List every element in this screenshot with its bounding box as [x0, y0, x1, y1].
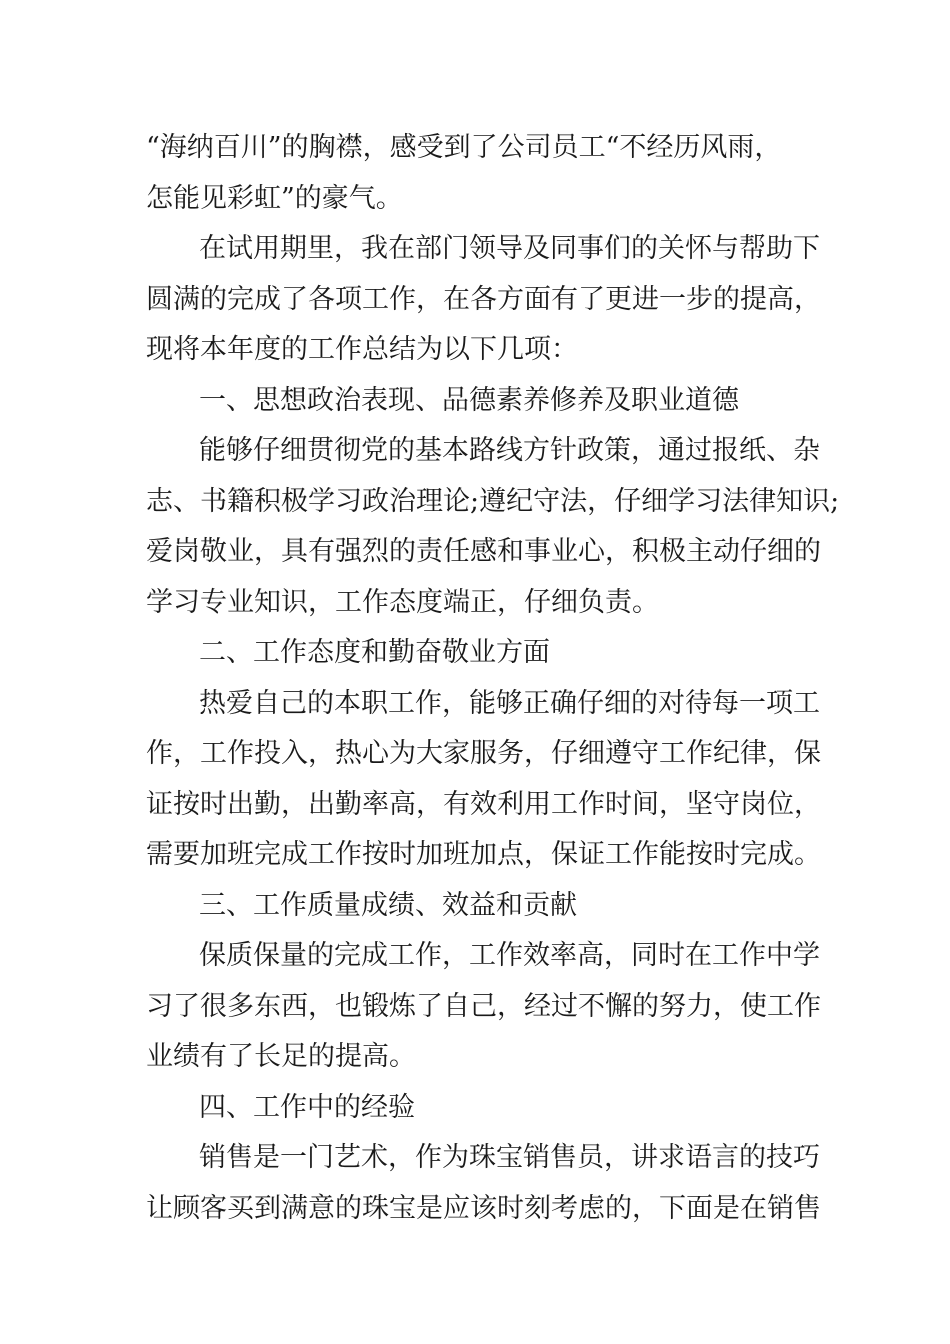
section-heading: 四、工作中的经验 — [199, 1091, 415, 1123]
text-line: 需要加班完成工作按时加班加点，保证工作能按时完成。 — [146, 839, 821, 870]
paragraph-start-line: 保质保量的完成工作，工作效率高，同时在工作中学 — [199, 940, 820, 971]
text-line: 志、书籍积极学习政治理论;遵纪守法，仔细学习法律知识; — [146, 485, 840, 517]
text-line: 作，工作投入，热心为大家服务，仔细遵守工作纪律，保 — [146, 738, 821, 769]
text-line: 爱岗敬业，具有强烈的责任感和事业心，积极主动仔细的 — [146, 536, 821, 567]
section-heading: 一、思想政治表现、品德素养修养及职业道德 — [199, 384, 739, 416]
paragraph-start-line: 在试用期里，我在部门领导及同事们的关怀与帮助下 — [199, 233, 820, 264]
paragraph-start-line: 热爱自己的本职工作，能够正确仔细的对待每一项工 — [199, 687, 820, 719]
text-line: 证按时出勤，出勤率高，有效利用工作时间，坚守岗位， — [146, 788, 821, 820]
text-line: 习了很多东西，也锻炼了自己，经过不懈的努力，使工作 — [146, 990, 821, 1022]
text-line: 圆满的完成了各项工作，在各方面有了更进一步的提高， — [146, 283, 821, 315]
text-line: 现将本年度的工作总结为以下几项： — [146, 334, 578, 365]
text-line: 怎能见彩虹”的豪气。 — [146, 182, 403, 214]
paragraph-start-line: 销售是一门艺术，作为珠宝销售员，讲求语言的技巧 — [199, 1142, 820, 1173]
paragraph-start-line: 能够仔细贯彻党的基本路线方针政策，通过报纸、杂 — [199, 435, 820, 466]
text-line: 让顾客买到满意的珠宝是应该时刻考虑的，下面是在销售 — [146, 1192, 821, 1224]
text-line: 业绩有了长足的提高。 — [146, 1041, 416, 1072]
text-line: 学习专业知识，工作态度端正，仔细负责。 — [146, 586, 659, 618]
section-heading: 二、工作态度和勤奋敬业方面 — [199, 637, 550, 668]
document-body — [146, 123, 840, 1234]
text-line: “海纳百川”的胸襟，感受到了公司员工“不经历风雨， — [146, 132, 782, 163]
section-heading: 三、工作质量成绩、效益和贡献 — [199, 889, 577, 921]
